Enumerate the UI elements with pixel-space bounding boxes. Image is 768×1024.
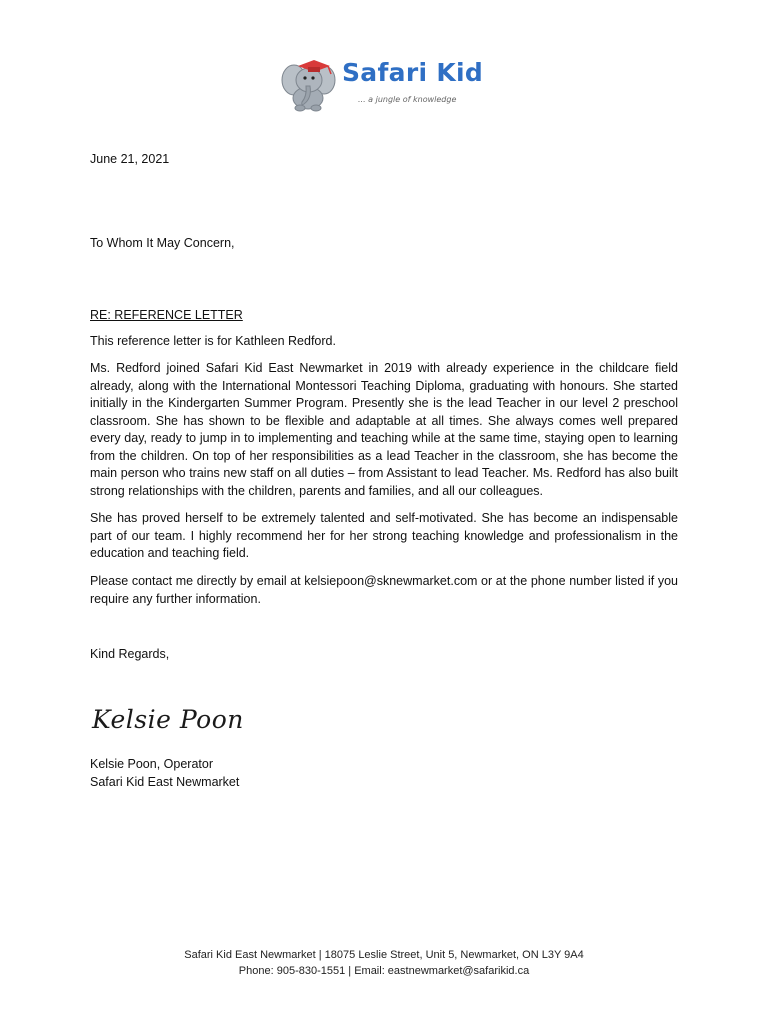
body-paragraph: Ms. Redford joined Safari Kid East Newmarket in 2019 with already experience in the childcare field already, along with the International Montessori Teaching Diploma, graduating with honours. She started initially in the Kindergarten Summer Program. Presently she is the lead Teacher in our level 2 preschool classroom. She has shown to be flexible and adaptable at all times. She always comes well prepared every day, ready to jump in to implementing and teaching while at the same time, staying open to learning from the children. On top of her responsibilities as a lead Teacher in the classroom, she has become the main person who trains new staff on all duties – from Assistant to lead Teacher. Ms. Redford has also built strong relationships with the children, parents and families, and all our colleagues.	[90, 361, 678, 498]
elephant-mascot-icon	[280, 52, 342, 112]
letter-date: June 21, 2021	[90, 152, 170, 166]
intro-line: This reference letter is for Kathleen Redford.	[90, 334, 336, 348]
salutation: To Whom It May Concern,	[90, 236, 235, 250]
signer-name-title: Kelsie Poon, Operator	[90, 757, 213, 771]
footer-address: Safari Kid East Newmarket | 18075 Leslie Street, Unit 5, Newmarket, ON L3Y 9A4	[184, 949, 584, 961]
footer-contact: Phone: 905-830-1551 | Email: eastnewmarket@safarikid.ca	[238, 965, 530, 977]
logo-wordmark: Safari Kid	[342, 58, 484, 87]
closing: Kind Regards,	[90, 647, 170, 661]
logo-tagline: ... a jungle of knowledge	[358, 95, 457, 104]
re-line: RE: REFERENCE LETTER	[90, 308, 243, 322]
safari-kid-logo	[280, 52, 490, 114]
body-paragraph: Please contact me directly by email at kelsiepoon@sknewmarket.com or at the phone number listed if you require any further information.	[90, 574, 678, 606]
body-paragraph: She has proved herself to be extremely talented and self-motivated. She has become an indispensable part of our team. I highly recommend her for her strong teaching knowledge and professionalism in the education and teaching field.	[90, 511, 678, 560]
handwritten-signature: Kelsie Poon	[92, 705, 244, 734]
signer-organization: Safari Kid East Newmarket	[90, 775, 240, 789]
